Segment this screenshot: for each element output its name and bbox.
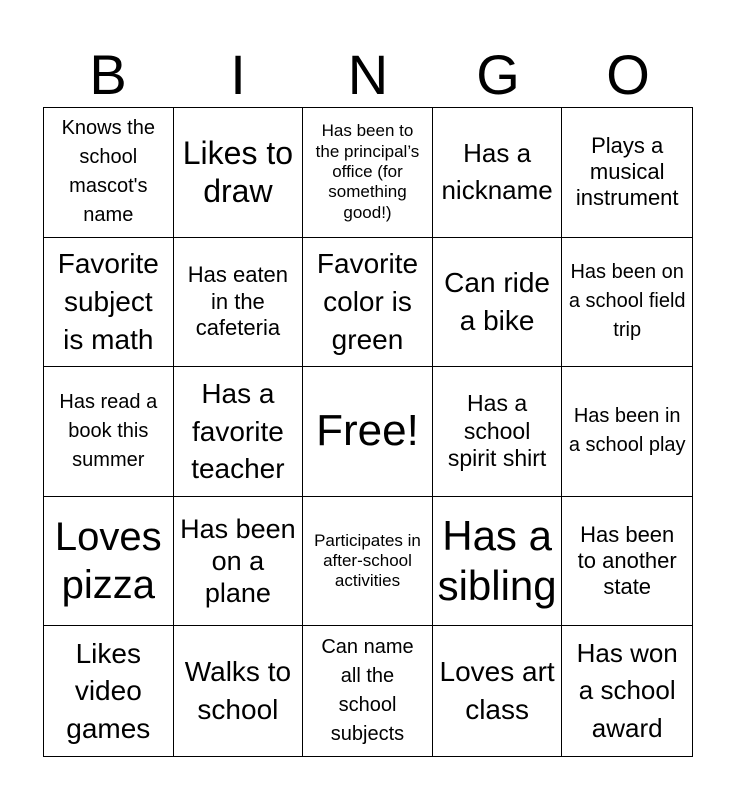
bingo-cell[interactable]: Likes video games <box>44 626 174 756</box>
bingo-cell[interactable]: Favorite color is green <box>303 238 433 368</box>
bingo-cell[interactable]: Favorite subject is math <box>44 238 174 368</box>
free-space[interactable]: Free! <box>303 367 433 497</box>
bingo-cell[interactable]: Can name all the school subjects <box>303 626 433 756</box>
bingo-cell[interactable]: Has eaten in the cafeteria <box>174 238 304 368</box>
header-letter-n: N <box>347 43 389 106</box>
bingo-cell[interactable]: Has won a school award <box>576 637 678 744</box>
bingo-cell[interactable]: Can ride a bike <box>433 238 563 368</box>
bingo-cell[interactable]: Has been on a plane <box>174 497 304 627</box>
bingo-cell[interactable]: Has a sibling <box>433 497 563 627</box>
bingo-cell[interactable]: Has a nickname <box>433 108 563 238</box>
bingo-cell[interactable]: Has been to the principal’s office (for something good!) <box>303 108 433 238</box>
bingo-header <box>43 44 693 106</box>
header-letter-i: I <box>230 43 246 106</box>
bingo-cell[interactable]: Loves pizza <box>44 497 174 627</box>
bingo-cell[interactable]: Participates in after-school activities <box>303 497 433 627</box>
header-letter-b: B <box>89 43 127 106</box>
bingo-cell[interactable]: Knows the school mascot's name <box>44 108 174 238</box>
header-letter-o: O <box>606 43 650 106</box>
bingo-cell[interactable]: Has been to another state <box>562 497 692 627</box>
bingo-cell[interactable]: Plays a musical instrument <box>562 108 692 238</box>
bingo-cell[interactable]: Has a favorite teacher <box>174 367 304 497</box>
header-letter-g: G <box>476 43 520 106</box>
bingo-cell[interactable]: Has been in a school play <box>562 367 692 497</box>
bingo-cell[interactable]: Has been on a school field trip <box>562 238 692 368</box>
bingo-cell[interactable]: Likes to draw <box>174 108 304 238</box>
bingo-cell[interactable]: Has a school spirit shirt <box>433 367 563 497</box>
bingo-cell[interactable]: Walks to school <box>174 626 304 756</box>
bingo-cell[interactable]: Loves art class <box>433 626 563 756</box>
bingo-card-grid <box>43 107 693 757</box>
bingo-cell[interactable]: Has read a book this summer <box>44 367 174 497</box>
